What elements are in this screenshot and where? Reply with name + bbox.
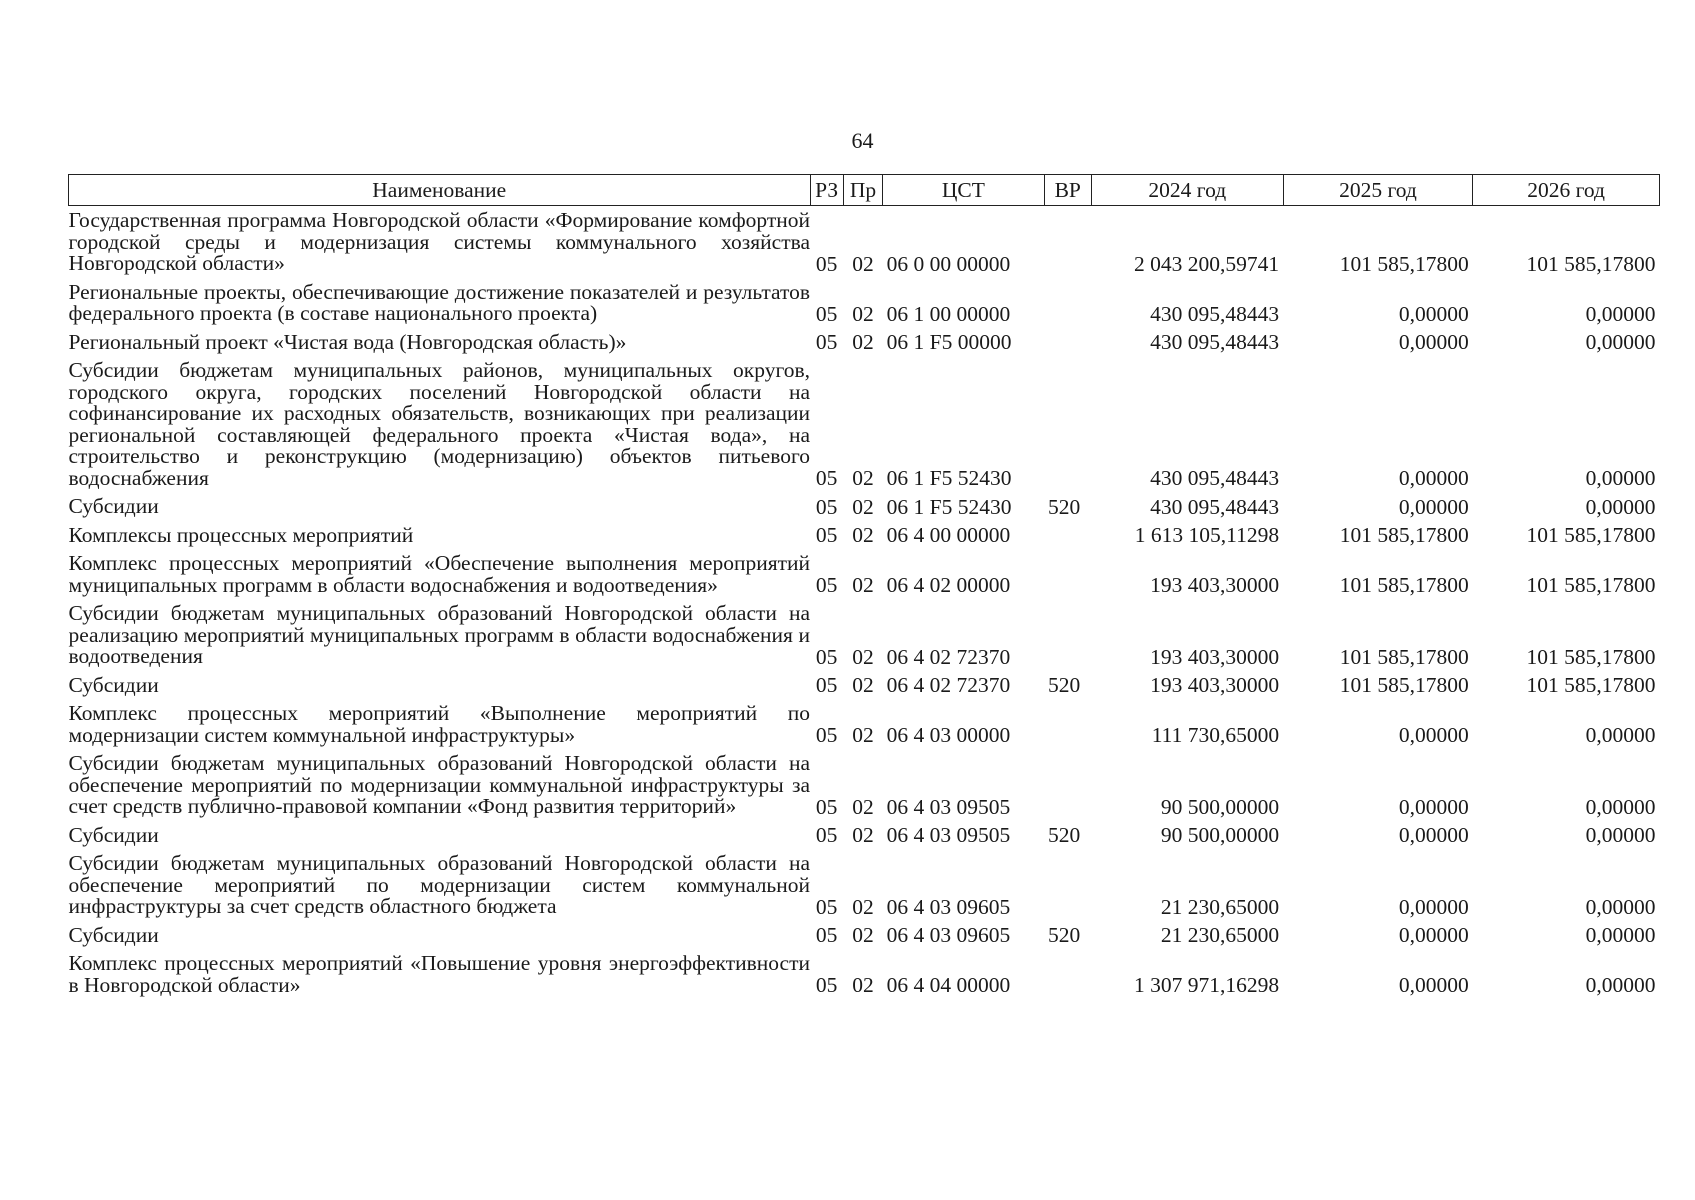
row-2024-cell: 21 230,65000 — [1160, 894, 1280, 919]
row-pr-cell: 02 — [852, 973, 874, 997]
row-2024-cell: 430 095,48443 — [1150, 494, 1280, 519]
row-pr-cell: 02 — [852, 794, 874, 819]
table-row — [69, 278, 1660, 328]
row-pr-cell: 02 — [852, 673, 874, 697]
row-rz-cell: 05 — [815, 301, 838, 326]
row-pr-cell: 02 — [852, 523, 874, 547]
row-name-cell: Комплекс процессных мероприятий «Обеспечение выполнения мероприятий муниципальных программ в области водоснабжения и водоотведения» — [68, 551, 811, 597]
row-vr-cell — [1044, 849, 1091, 921]
row-name-cell: Комплекс процессных мероприятий «Повышение уровня энергоэффективности в Новгородской области» — [68, 951, 811, 997]
row-cst-cell: 06 1 F5 00000 — [886, 330, 1012, 354]
row-2024-cell: 193 403,30000 — [1150, 644, 1280, 669]
row-2026-cell: 0,00000 — [1585, 973, 1656, 997]
row-2026-cell: 0,00000 — [1585, 466, 1656, 490]
row-vr-cell — [1044, 328, 1091, 357]
row-2024-cell: 90 500,00000 — [1160, 794, 1280, 819]
row-2024-cell: 193 403,30000 — [1150, 573, 1280, 597]
row-2026-cell: 0,00000 — [1585, 301, 1656, 326]
row-pr-cell: 02 — [852, 330, 874, 354]
row-2025-cell: 0,00000 — [1398, 494, 1469, 519]
row-rz-cell: 05 — [815, 494, 838, 519]
row-cst-cell: 06 4 00 00000 — [886, 523, 1011, 547]
row-2024-cell: 193 403,30000 — [1150, 673, 1280, 697]
row-2026-cell: 101 585,17800 — [1526, 573, 1656, 597]
row-rz-cell: 05 — [815, 673, 838, 697]
row-vr-cell: 520 — [1048, 673, 1081, 697]
row-2024-cell: 1 307 971,16298 — [1134, 973, 1280, 997]
row-2025-cell: 0,00000 — [1398, 723, 1469, 747]
table-row — [69, 749, 1660, 821]
row-vr-cell — [1044, 699, 1091, 749]
row-2025-cell: 101 585,17800 — [1339, 251, 1469, 276]
row-rz-cell: 05 — [815, 330, 838, 354]
row-pr-cell: 02 — [852, 573, 874, 597]
row-rz-cell: 05 — [815, 923, 838, 947]
row-vr-cell — [1044, 278, 1091, 328]
row-2026-cell: 101 585,17800 — [1526, 673, 1656, 697]
row-2025-cell: 0,00000 — [1398, 823, 1469, 847]
row-2025-cell: 101 585,17800 — [1339, 523, 1469, 547]
row-vr-cell: 520 — [1048, 923, 1081, 947]
table-row — [69, 949, 1660, 999]
row-pr-cell: 02 — [852, 466, 874, 490]
row-vr-cell — [1044, 949, 1091, 999]
row-vr-cell — [1044, 206, 1091, 278]
row-rz-cell: 05 — [815, 466, 838, 490]
table-row — [69, 699, 1660, 749]
row-2026-cell: 0,00000 — [1585, 794, 1656, 819]
row-name-cell: Субсидии бюджетам муниципальных районов, муниципальных округов, городского округа, городских поселений Новгородской области на софинансирование их расходных обязательств, возникающих при реализации региональной составляющей федерального проекта «Чистая вода», на строительство и реконструкцию (модернизацию) объектов питьевого водоснабжения — [68, 358, 811, 490]
table-row — [69, 206, 1660, 278]
row-pr-cell: 02 — [852, 723, 874, 747]
row-2024-cell: 430 095,48443 — [1150, 301, 1280, 326]
row-vr-cell — [1044, 356, 1091, 492]
row-cst-cell: 06 1 F5 52430 — [886, 494, 1012, 519]
row-name-cell: Комплексы процессных мероприятий — [68, 522, 414, 547]
row-vr-cell — [1044, 521, 1091, 550]
table-body — [69, 206, 1660, 1000]
header-2024: 2024 год — [1091, 175, 1283, 206]
header-vr: ВР — [1044, 175, 1091, 206]
row-2025-cell: 101 585,17800 — [1339, 673, 1469, 697]
table-row — [69, 356, 1660, 492]
row-pr-cell: 02 — [852, 923, 874, 947]
row-2025-cell: 0,00000 — [1398, 330, 1469, 354]
row-2025-cell: 0,00000 — [1398, 466, 1469, 490]
row-vr-cell: 520 — [1048, 823, 1081, 847]
row-2025-cell: 0,00000 — [1398, 923, 1469, 947]
row-cst-cell: 06 4 02 00000 — [886, 573, 1011, 597]
row-cst-cell: 06 1 F5 52430 — [886, 466, 1012, 490]
row-2024-cell: 1 613 105,11298 — [1134, 523, 1280, 547]
row-name-cell: Субсидии — [68, 494, 159, 518]
header-2025: 2025 год — [1283, 175, 1473, 206]
row-2024-cell: 2 043 200,59741 — [1134, 251, 1280, 276]
row-rz-cell: 05 — [815, 251, 838, 276]
row-cst-cell: 06 4 03 00000 — [886, 723, 1011, 747]
header-pr: Пр — [843, 175, 882, 206]
row-2026-cell: 101 585,17800 — [1526, 523, 1656, 547]
row-rz-cell: 05 — [815, 894, 838, 919]
row-rz-cell: 05 — [815, 794, 838, 819]
row-vr-cell — [1044, 749, 1091, 821]
table-header — [69, 175, 1660, 206]
table-row — [69, 671, 1660, 700]
row-2026-cell: 0,00000 — [1585, 894, 1656, 919]
row-rz-cell: 05 — [815, 523, 838, 547]
row-cst-cell: 06 4 03 09505 — [886, 794, 1011, 819]
row-2026-cell: 0,00000 — [1585, 823, 1656, 847]
row-pr-cell: 02 — [852, 251, 874, 276]
row-2024-cell: 430 095,48443 — [1150, 466, 1280, 490]
table-row — [69, 521, 1660, 550]
row-cst-cell: 06 4 02 72370 — [886, 644, 1011, 669]
row-cst-cell: 06 1 00 00000 — [886, 301, 1011, 326]
row-cst-cell: 06 4 03 09605 — [886, 894, 1011, 919]
table-row — [69, 599, 1660, 671]
row-name-cell: Субсидии — [68, 822, 159, 847]
table-row — [69, 921, 1660, 950]
row-pr-cell: 02 — [852, 494, 874, 519]
row-pr-cell: 02 — [852, 644, 874, 669]
row-2025-cell: 101 585,17800 — [1339, 573, 1469, 597]
table-row — [69, 549, 1660, 599]
row-rz-cell: 05 — [815, 973, 838, 997]
row-name-cell: Субсидии бюджетам муниципальных образований Новгородской области на обеспечение мероприятий по модернизации систем коммунальной инфраструктуры за счет средств областного бюджета — [68, 851, 811, 918]
header-name: Наименование — [69, 175, 811, 206]
row-2024-cell: 90 500,00000 — [1160, 823, 1280, 847]
row-cst-cell: 06 4 04 00000 — [886, 973, 1011, 997]
row-2025-cell: 0,00000 — [1398, 894, 1469, 919]
row-2025-cell: 101 585,17800 — [1339, 644, 1469, 669]
table-row — [69, 821, 1660, 850]
row-2024-cell: 21 230,65000 — [1160, 923, 1280, 947]
row-2025-cell: 0,00000 — [1398, 973, 1469, 997]
row-pr-cell: 02 — [852, 894, 874, 919]
row-name-cell: Государственная программа Новгородской области «Формирование комфортной городской среды и модернизация системы коммунального хозяйства Новгородской области» — [68, 208, 811, 275]
row-cst-cell: 06 4 02 72370 — [886, 673, 1011, 697]
row-pr-cell: 02 — [852, 823, 874, 847]
row-name-cell: Субсидии — [68, 922, 159, 947]
row-rz-cell: 05 — [815, 573, 838, 597]
row-rz-cell: 05 — [815, 823, 838, 847]
row-cst-cell: 06 0 00 00000 — [886, 251, 1011, 276]
row-cst-cell: 06 4 03 09605 — [886, 923, 1011, 947]
row-2026-cell: 0,00000 — [1585, 923, 1656, 947]
row-cst-cell: 06 4 03 09505 — [886, 823, 1011, 847]
header-cst: ЦСТ — [883, 175, 1044, 206]
header-rz: РЗ — [810, 175, 843, 206]
row-2026-cell: 101 585,17800 — [1526, 251, 1656, 276]
row-name-cell: Субсидии — [68, 672, 159, 697]
row-rz-cell: 05 — [815, 644, 838, 669]
table-row — [69, 849, 1660, 921]
header-2026: 2026 год — [1473, 175, 1660, 206]
row-vr-cell: 520 — [1048, 494, 1081, 519]
row-2026-cell: 0,00000 — [1585, 723, 1656, 747]
page-number: 64 — [851, 128, 874, 153]
row-name-cell: Региональный проект «Чистая вода (Новгородская область)» — [68, 329, 627, 354]
row-name-cell: Субсидии бюджетам муниципальных образований Новгородской области на реализацию мероприятий муниципальных программ в области водоснабжения и водоотведения — [68, 601, 811, 668]
table-row — [69, 492, 1660, 521]
row-name-cell: Комплекс процессных мероприятий «Выполнение мероприятий по модернизации систем коммунальной инфраструктуры» — [68, 701, 811, 747]
row-name-cell: Субсидии бюджетам муниципальных образований Новгородской области на обеспечение мероприятий по модернизации коммунальной инфраструктуры за счет средств публично-правовой компании «Фонд развития территорий» — [68, 751, 811, 818]
row-2024-cell: 430 095,48443 — [1150, 330, 1280, 354]
row-vr-cell — [1044, 599, 1091, 671]
row-2025-cell: 0,00000 — [1398, 794, 1469, 819]
row-pr-cell: 02 — [852, 301, 874, 326]
row-2026-cell: 101 585,17800 — [1526, 644, 1656, 669]
table-row — [69, 328, 1660, 357]
row-vr-cell — [1044, 549, 1091, 599]
budget-table — [68, 174, 1660, 999]
row-name-cell: Региональные проекты, обеспечивающие достижение показателей и результатов федерального проекта (в составе национального проекта) — [68, 279, 811, 325]
row-2026-cell: 0,00000 — [1585, 330, 1656, 354]
row-2024-cell: 111 730,65000 — [1151, 723, 1280, 747]
row-rz-cell: 05 — [815, 723, 838, 747]
row-2026-cell: 0,00000 — [1585, 494, 1656, 519]
row-2025-cell: 0,00000 — [1398, 301, 1469, 326]
